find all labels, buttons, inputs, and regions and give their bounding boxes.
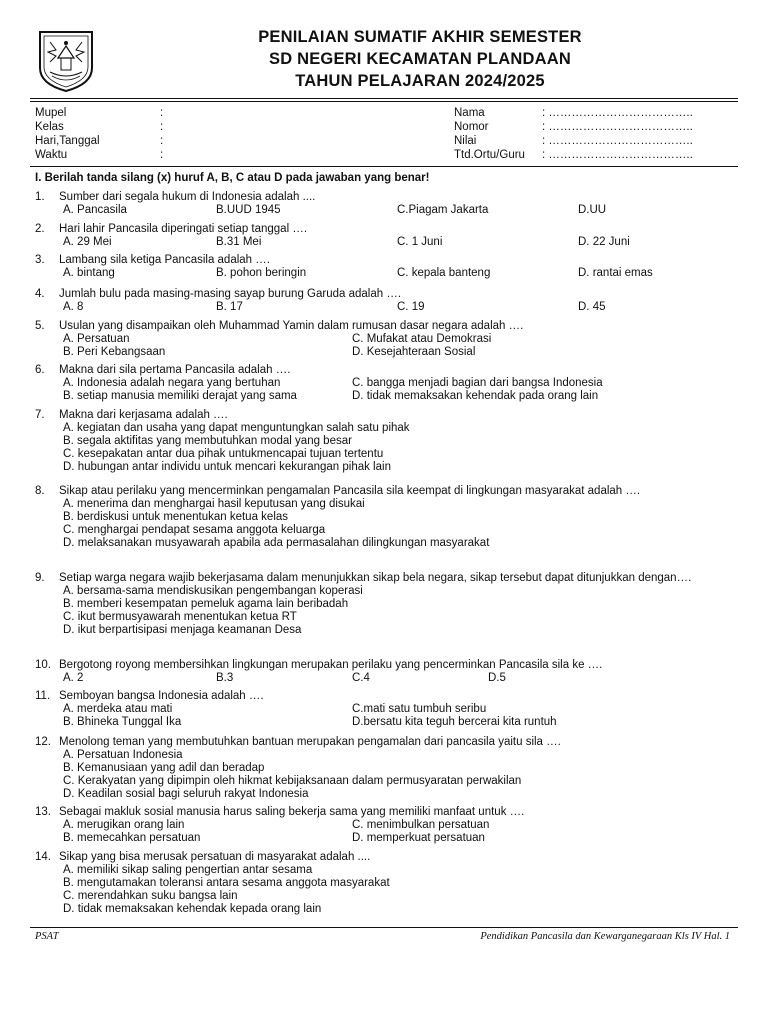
- question-10: [35, 659, 733, 685]
- question-number: 7.: [35, 409, 45, 421]
- question-number: 10.: [35, 659, 51, 671]
- option-b[interactable]: B. berdiskusi untuk menentukan ketua kelas: [63, 511, 289, 523]
- option-c[interactable]: C. Mufakat atau Demokrasi: [352, 333, 492, 345]
- option-d[interactable]: D. hubungan antar individu untuk mencari kekurangan pihak lain: [63, 461, 391, 473]
- question-14: [35, 851, 733, 916]
- question-4: [35, 288, 733, 314]
- option-b[interactable]: B. pohon beringin: [216, 267, 307, 279]
- question-text: Jumlah bulu pada masing-masing sayap burung Garuda adalah ….: [59, 288, 402, 300]
- option-b[interactable]: B.3: [216, 672, 234, 684]
- question-text: Makna dari sila pertama Pancasila adalah ….: [59, 364, 291, 376]
- option-b[interactable]: B. Peri Kebangsaan: [63, 346, 166, 358]
- question-text: Sumber dari segala hukum di Indonesia adalah ....: [59, 191, 316, 203]
- info-field-nilai[interactable]: : ………………………………..: [542, 135, 693, 147]
- info-label-mupel: Mupel: [35, 107, 67, 119]
- option-c[interactable]: C. merendahkan suku bangsa lain: [63, 890, 238, 902]
- question-12: [35, 736, 733, 801]
- option-d[interactable]: D.bersatu kita teguh bercerai kita runtuh: [352, 716, 557, 728]
- question-1: [35, 191, 733, 217]
- info-label-kelas: Kelas: [35, 121, 64, 133]
- option-d[interactable]: D. melaksanakan musyawarah apabila ada permasalahan dilingkungan masyarakat: [63, 537, 490, 549]
- option-c[interactable]: C.Piagam Jakarta: [397, 204, 489, 216]
- info-label-nama: Nama: [454, 107, 485, 119]
- question-number: 14.: [35, 851, 51, 863]
- option-a[interactable]: A. bintang: [63, 267, 115, 279]
- option-b[interactable]: B. mengutamakan toleransi antara sesama anggota masyarakat: [63, 877, 390, 889]
- option-d[interactable]: D. tidak memaksakan kehendak kepada orang lain: [63, 903, 322, 915]
- option-c[interactable]: C. menimbulkan persatuan: [352, 819, 490, 831]
- option-b[interactable]: B. 17: [216, 301, 243, 313]
- info-field-nomor[interactable]: : ………………………………..: [542, 121, 693, 133]
- question-text: Setiap warga negara wajib bekerjasama dalam menunjukkan sikap bela negara, sikap tersebut dapat ditunjukkan dengan….: [59, 572, 692, 584]
- question-number: 3.: [35, 254, 45, 266]
- info-sep-waktu[interactable]: :: [160, 149, 164, 161]
- option-d[interactable]: D. memperkuat persatuan: [352, 832, 485, 844]
- option-b[interactable]: B. memecahkan persatuan: [63, 832, 201, 844]
- option-d[interactable]: D.5: [488, 672, 506, 684]
- option-c[interactable]: C. bangga menjadi bagian dari bangsa Indonesia: [352, 377, 603, 389]
- header-rule-double: [30, 101, 738, 102]
- question-number: 13.: [35, 806, 51, 818]
- question-number: 9.: [35, 572, 45, 584]
- option-b[interactable]: B.UUD 1945: [216, 204, 281, 216]
- option-c[interactable]: C. 19: [397, 301, 425, 313]
- info-sep-kelas[interactable]: :: [160, 121, 164, 133]
- question-text: Sebagai makluk sosial manusia harus saling bekerja sama yang memiliki manfaat untuk ….: [59, 806, 525, 818]
- question-text: Sikap yang bisa merusak persatuan di masyarakat adalah ....: [59, 851, 371, 863]
- question-text: Usulan yang disampaikan oleh Muhammad Yamin dalam rumusan dasar negara adalah ….: [59, 320, 524, 332]
- question-number: 5.: [35, 320, 45, 332]
- option-b[interactable]: B. Bhineka Tunggal Ika: [63, 716, 182, 728]
- regency-shield-emblem-icon: [36, 28, 96, 94]
- footer-left: PSAT: [35, 931, 59, 942]
- question-11: [35, 690, 733, 729]
- option-a[interactable]: A. bersama-sama mendiskusikan pengembangan koperasi: [63, 585, 363, 597]
- question-2: [35, 223, 733, 249]
- option-c[interactable]: C. 1 Juni: [397, 236, 443, 248]
- option-c[interactable]: C. menghargai pendapat sesama anggota keluarga: [63, 524, 326, 536]
- info-label-waktu: Waktu: [35, 149, 68, 161]
- option-b[interactable]: B. setiap manusia memiliki derajat yang sama: [63, 390, 297, 402]
- option-d[interactable]: D. ikut berpartisipasi menjaga keamanan Desa: [63, 624, 302, 636]
- option-c[interactable]: C. ikut bermusyawarah menentukan ketua RT: [63, 611, 297, 623]
- option-b[interactable]: B. memberi kesempatan pemeluk agama lain beribadah: [63, 598, 349, 610]
- option-a[interactable]: A. Persatuan: [63, 333, 130, 345]
- question-number: 1.: [35, 191, 45, 203]
- question-text: Hari lahir Pancasila diperingati setiap tanggal ….: [59, 223, 308, 235]
- option-d[interactable]: D. Keadilan sosial bagi seluruh rakyat Indonesia: [63, 788, 309, 800]
- question-9: [35, 572, 733, 637]
- header-line-1: PENILAIAN SUMATIF AKHIR SEMESTER: [258, 28, 582, 46]
- footer-rule: [30, 927, 738, 928]
- footer-right: Pendidikan Pancasila dan Kewarganegaraan Kls IV Hal. 1: [480, 931, 730, 942]
- info-sep-hari-tanggal[interactable]: :: [160, 135, 164, 147]
- option-a[interactable]: A. merugikan orang lain: [63, 819, 185, 831]
- option-c[interactable]: C. kesepakatan antar dua pihak untukmencapai tujuan tertentu: [63, 448, 384, 460]
- info-sep-mupel[interactable]: :: [160, 107, 164, 119]
- question-text: Makna dari kerjasama adalah ….: [59, 409, 228, 421]
- option-a[interactable]: A. Pancasila: [63, 204, 127, 216]
- info-label-nilai: Nilai: [454, 135, 477, 147]
- info-label-nomor: Nomor: [454, 121, 489, 133]
- question-8: [35, 485, 733, 550]
- question-text: Bergotong royong membersihkan lingkungan merupakan perilaku yang pencerminkan Pancasila sila ke ….: [59, 659, 603, 671]
- option-a[interactable]: A. 8: [63, 301, 84, 313]
- option-c[interactable]: C.mati satu tumbuh seribu: [352, 703, 487, 715]
- option-c[interactable]: C. Kerakyatan yang dipimpin oleh hikmat kebijaksanaan dalam permusyaratan perwakilan: [63, 775, 522, 787]
- option-a[interactable]: A. 29 Mei: [63, 236, 112, 248]
- option-a[interactable]: A. Persatuan Indonesia: [63, 749, 183, 761]
- question-text: Lambang sila ketiga Pancasila adalah ….: [59, 254, 270, 266]
- option-a[interactable]: A. memiliki sikap saling pengertian antar sesama: [63, 864, 313, 876]
- question-text: Menolong teman yang membutuhkan bantuan merupakan pengamalan dari pancasila yaitu sila ….: [59, 736, 561, 748]
- question-13: [35, 806, 733, 845]
- question-number: 2.: [35, 223, 45, 235]
- info-field-ttd[interactable]: : ………………………………..: [542, 149, 693, 161]
- instruction: I. Berilah tanda silang (x) huruf A, B, C atau D pada jawaban yang benar!: [35, 172, 430, 184]
- header-rule: [30, 98, 738, 99]
- option-c[interactable]: C. kepala banteng: [397, 267, 491, 279]
- question-text: Semboyan bangsa Indonesia adalah ….: [59, 690, 264, 702]
- info-label-hari-tanggal: Hari,Tanggal: [35, 135, 100, 147]
- question-text: Sikap atau perilaku yang mencerminkan pengamalan Pancasila sila keempat di lingkungan masyarakat adalah ….: [59, 485, 641, 497]
- question-number: 6.: [35, 364, 45, 376]
- option-b[interactable]: B.31 Mei: [216, 236, 262, 248]
- option-a[interactable]: A. kegiatan dan usaha yang dapat menguntungkan salah satu pihak: [63, 422, 410, 434]
- header-line-3: TAHUN PELAJARAN 2024/2025: [295, 72, 545, 90]
- info-rule: [30, 166, 738, 167]
- header-line-2: SD NEGERI KECAMATAN PLANDAAN: [269, 50, 571, 68]
- option-d[interactable]: D. Kesejahteraan Sosial: [352, 346, 476, 358]
- question-6: [35, 364, 733, 403]
- option-a[interactable]: A. merdeka atau mati: [63, 703, 173, 715]
- option-a[interactable]: A. menerima dan menghargai hasil keputusan yang disukai: [63, 498, 365, 510]
- question-number: 11.: [35, 690, 51, 702]
- question-7: [35, 409, 733, 474]
- option-d[interactable]: D. rantai emas: [578, 267, 653, 279]
- option-c[interactable]: C.4: [352, 672, 370, 684]
- option-d[interactable]: D.UU: [578, 204, 607, 216]
- question-number: 8.: [35, 485, 45, 497]
- question-3: [35, 254, 733, 280]
- option-d[interactable]: D. 22 Juni: [578, 236, 630, 248]
- info-label-ttd: Ttd.Ortu/Guru: [454, 149, 525, 161]
- option-a[interactable]: A. 2: [63, 672, 84, 684]
- question-number: 12.: [35, 736, 51, 748]
- question-number: 4.: [35, 288, 45, 300]
- option-b[interactable]: B. segala aktifitas yang membutuhkan modal yang besar: [63, 435, 352, 447]
- question-5: [35, 320, 733, 359]
- option-d[interactable]: D. tidak memaksakan kehendak pada orang lain: [352, 390, 599, 402]
- option-b[interactable]: B. Kemanusiaan yang adil dan beradap: [63, 762, 265, 774]
- option-d[interactable]: D. 45: [578, 301, 606, 313]
- info-field-nama[interactable]: : ………………………………..: [542, 107, 693, 119]
- option-a[interactable]: A. Indonesia adalah negara yang bertuhan: [63, 377, 281, 389]
